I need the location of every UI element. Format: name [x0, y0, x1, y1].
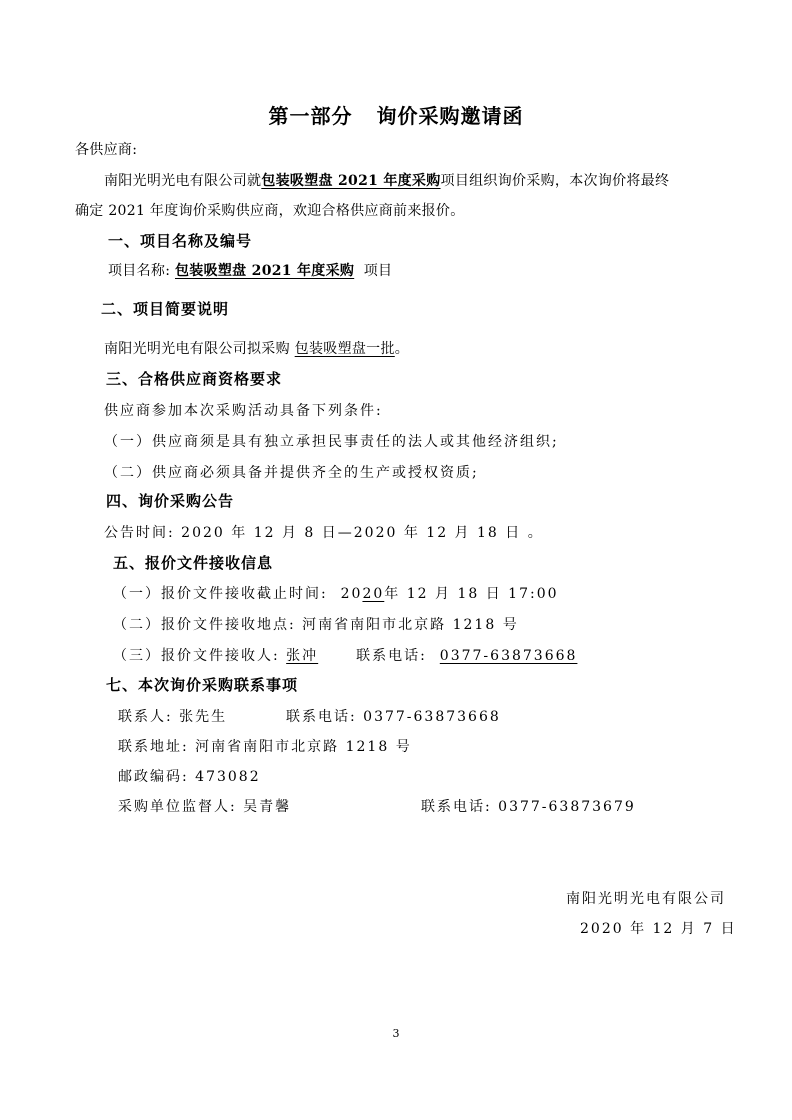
section-7-heading: 七、本次询价采购联系事项	[106, 676, 299, 694]
section-4-line: 公告时间: 2020 年 12 月 8 日—2020 年 12 月 18 日 。	[104, 525, 544, 541]
contact-phone: 联系电话: 0377-63873668	[286, 709, 501, 725]
receiver-label: （三）报价文件接收人:	[113, 648, 280, 664]
section-3-line-2: （一）供应商须是具有独立承担民事责任的法人或其他经济组织;	[104, 434, 559, 450]
supervisor-phone: 联系电话: 0377-63873679	[421, 799, 636, 815]
section-3-line-1: 供应商参加本次采购活动具备下列条件:	[104, 403, 383, 419]
section-3-heading: 三、合格供应商资格要求	[106, 370, 283, 388]
section-2-heading: 二、项目简要说明	[101, 300, 230, 318]
contact-person: 联系人: 张先生	[118, 709, 228, 725]
section-5-heading: 五、报价文件接收信息	[113, 554, 274, 572]
intro-line-1	[104, 172, 669, 190]
section-2-suffix: 。	[394, 341, 410, 357]
deadline-line	[113, 585, 559, 603]
section-2-item: 包装吸塑盘一批	[294, 341, 395, 357]
receiver-name: 张冲	[286, 648, 319, 664]
project-name-label: 项目名称:	[108, 263, 171, 279]
greeting: 各供应商:	[75, 142, 138, 158]
project-name-line	[108, 262, 392, 280]
supervisor: 采购单位监督人: 吴青馨	[118, 799, 292, 815]
project-name-suffix: 项目	[363, 263, 393, 279]
intro-rest: 项目组织询价采购，本次询价将最终	[440, 173, 670, 189]
title-name: 询价采购邀请函	[376, 104, 524, 128]
section-1-heading: 一、项目名称及编号	[108, 232, 253, 250]
intro-company: 南阳光明光电有限公司就	[104, 173, 262, 189]
deadline-year-a: 20	[340, 586, 363, 602]
section-3-line-3: （二）供应商必须具备并提供齐全的生产或授权资质;	[104, 465, 479, 481]
title-part: 第一部分	[268, 104, 353, 128]
deadline-label: （一）报价文件接收截止时间:	[113, 586, 328, 602]
place-line: （二）报价文件接收地点: 河南省南阳市北京路 1218 号	[113, 617, 519, 633]
section-2-prefix: 南阳光明光电有限公司拟采购	[104, 341, 290, 357]
receiver-line	[113, 647, 577, 665]
signature-date: 2020 年 12 月 7 日	[580, 921, 737, 937]
signature-company: 南阳光明光电有限公司	[566, 891, 726, 907]
deadline-rest: 年 12 月 18 日 17:00	[384, 586, 559, 602]
receiver-phone: 0377-63873668	[439, 648, 578, 664]
section-4-heading: 四、询价采购公告	[106, 492, 235, 510]
page-number: 3	[392, 1027, 400, 1040]
section-2-line	[104, 340, 409, 358]
contact-address: 联系地址: 河南省南阳市北京路 1218 号	[118, 739, 412, 755]
receiver-phone-label: 联系电话:	[356, 648, 427, 664]
intro-line-2: 确定 2021 年度询价采购供应商，欢迎合格供应商前来报价。	[75, 203, 465, 219]
page-title	[0, 103, 792, 129]
deadline-year-b: 20	[362, 586, 385, 602]
intro-project: 包装吸塑盘 2021 年度采购	[261, 173, 441, 189]
project-name-value: 包装吸塑盘 2021 年度采购	[174, 263, 355, 279]
postcode: 邮政编码: 473082	[118, 769, 261, 785]
